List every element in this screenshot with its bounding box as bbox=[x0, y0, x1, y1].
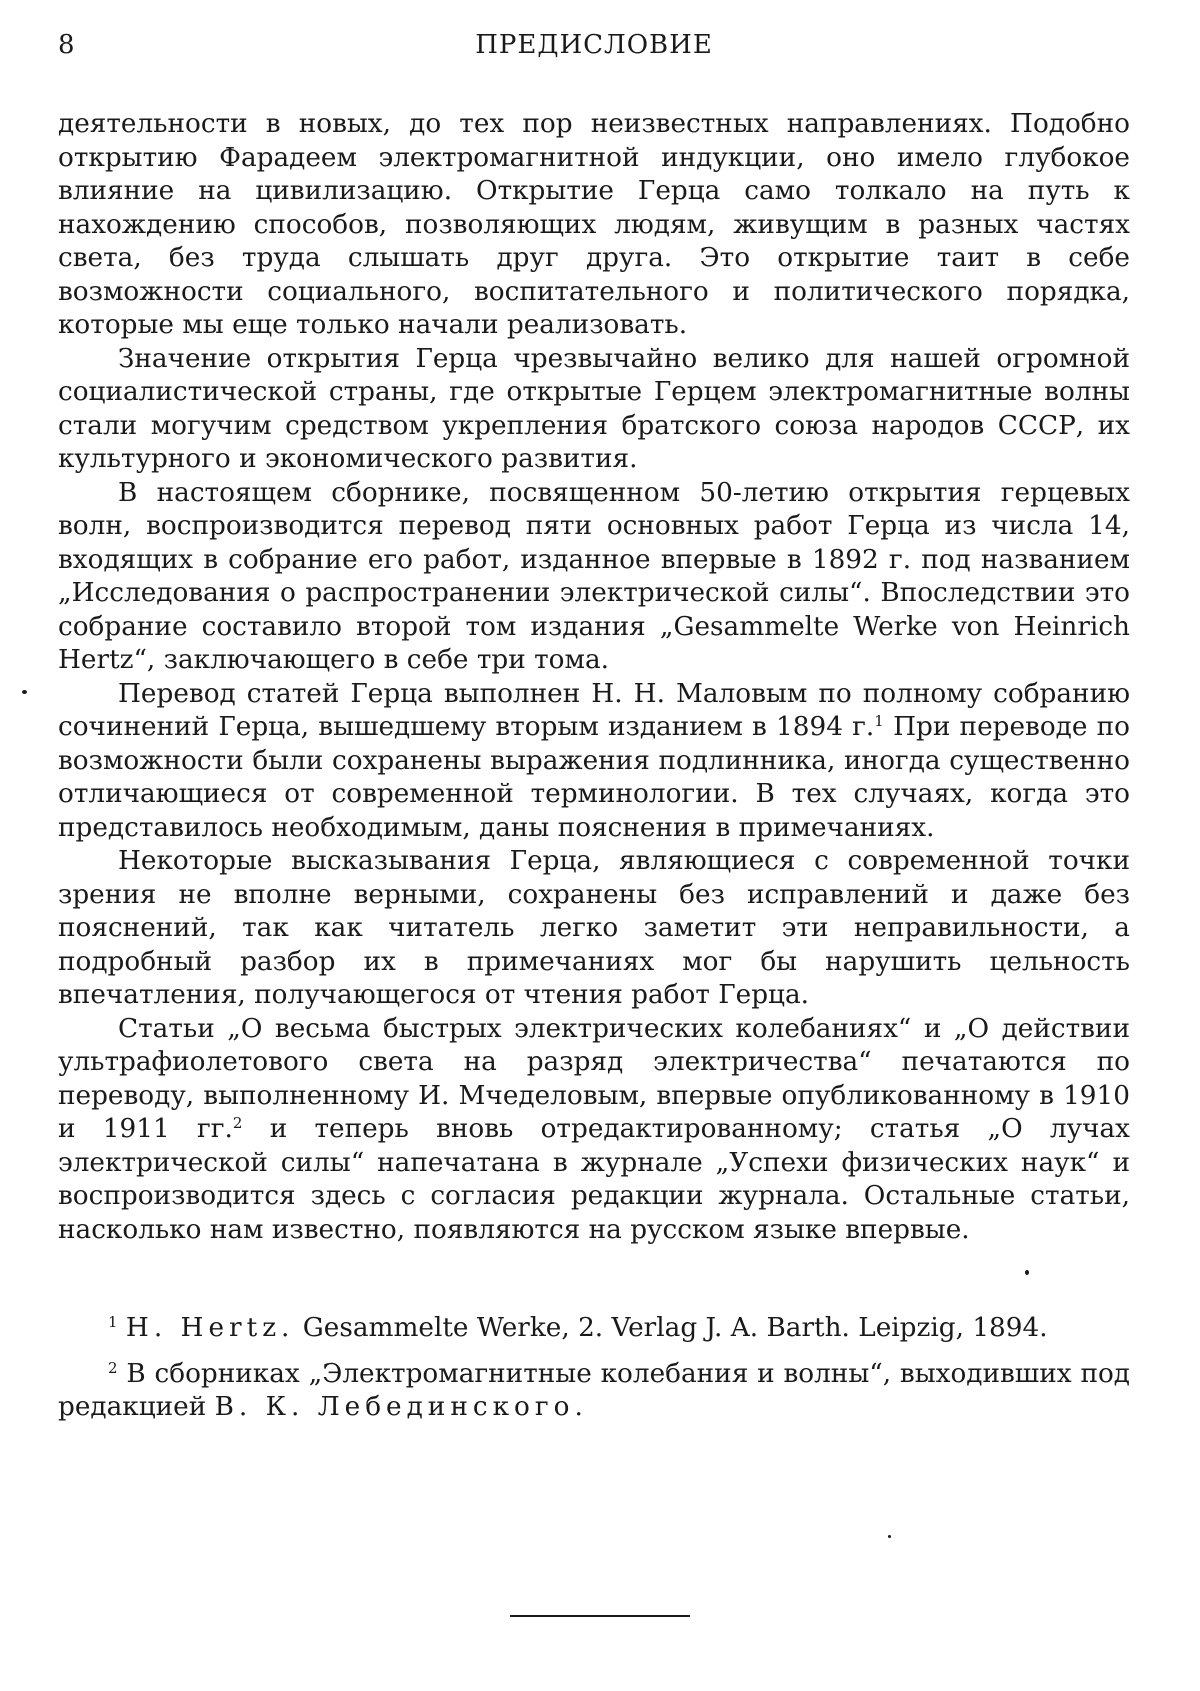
footnote-ref: 1 bbox=[874, 712, 884, 730]
footnote-marker: 1 bbox=[108, 1313, 118, 1331]
footnote-ref: 2 bbox=[232, 1114, 243, 1132]
paragraph: Перевод статей Герца выполнен Н. Н. Маловым по полному собранию сочинений Герца, вышедшему вторым изданием в 1894 г.$^1$ При переводе по возможности были сохранены выражения подлинника, иногда существенно отличающиеся от современной терминологии. В тех случаях, когда это представилось необходимым, даны пояснения в примечаниях. bbox=[58, 678, 1131, 843]
footnote-author: H. Hertz. bbox=[125, 1313, 295, 1343]
paragraph: Статьи „О весьма быстрых электрических колебаниях“ и „О действии ультрафиолетового света на разряд электричества“ печатаются по переводу, выполненному И. Мчеделовым, впервые опубликованному в 1910 и 1911 гг.$^2$ и теперь вновь отредактированному; статья „О лучах электрической силы“ напечатана в журнале „Успехи физических наук“ и воспроизводится здесь с согласия редакции журнала. Остальные статьи, насколько нам известно, появляются на русском языке впервые. bbox=[58, 1013, 1130, 1245]
paragraph: Некоторые высказывания Герца, являющиеся с современной точки зрения не вполне верными, сохранены без исправлений и даже без пояснений, так как читатель легко заметит эти неправильности, а подробный разбор их в примечаниях мог бы нарушить цельность впечатления, получающегося от чтения работ Герца. bbox=[58, 846, 1130, 1010]
footnote: $^1$ H. Hertz. Gesammelte Werke, 2. Verlag J. A. Barth. Leipzig, 1894. bbox=[108, 1313, 1048, 1343]
paragraph: Значение открытия Герца чрезвычайно велико для нашей огромной социалистической страны, где открытые Герцем электромагнитные волны стали могучим средством укрепления братского союза народов СССР, их культурного и экономического развития. bbox=[58, 343, 1130, 474]
footnote: $^2$ В сборниках „Электромагнитные колебания и волны“, выходивших под редакцией В. К. Лебединского. bbox=[58, 1358, 1130, 1422]
footnote-editor: В. К. Лебединского. bbox=[214, 1392, 588, 1422]
scan-speck bbox=[22, 690, 27, 694]
paragraph: В настоящем сборнике, посвященном 50-летию открытия герцевых волн, воспроизводится перевод пяти основных работ Герца из числа 14, входящих в собрание его работ, изданное впервые в 1892 г. под названием „Исследования о распространении электрической силы“. Впоследствии это собрание составило второй том издания „Gesammelte Werke von Heinrich Hertz“, заключающего в себе три тома. bbox=[58, 477, 1130, 675]
running-title: ПРЕДИСЛОВИЕ bbox=[475, 30, 713, 60]
main-text bbox=[58, 108, 1130, 1247]
scan-speck bbox=[1025, 1270, 1029, 1275]
paragraph: деятельности в новых, до тех пор неизвестных направлениях. Подобно открытию Фарадеем электромагнитной индукции, оно имело глубокое влияние на цивилизацию. Открытие Герца само толкало на путь к нахождению способов, позволяющих людям, живущим в разных частях света, без труда слышать друг друга. Это открытие таит в себе возможности социального, воспитательного и политического порядка, которые мы еще только начали реализовать. bbox=[58, 109, 1130, 340]
page-header bbox=[58, 30, 1130, 66]
footnote-marker: 2 bbox=[108, 1358, 118, 1377]
end-rule bbox=[510, 1615, 690, 1617]
page-number: 8 bbox=[58, 30, 75, 60]
footnotes bbox=[58, 1312, 1130, 1437]
scan-speck bbox=[888, 1535, 891, 1538]
